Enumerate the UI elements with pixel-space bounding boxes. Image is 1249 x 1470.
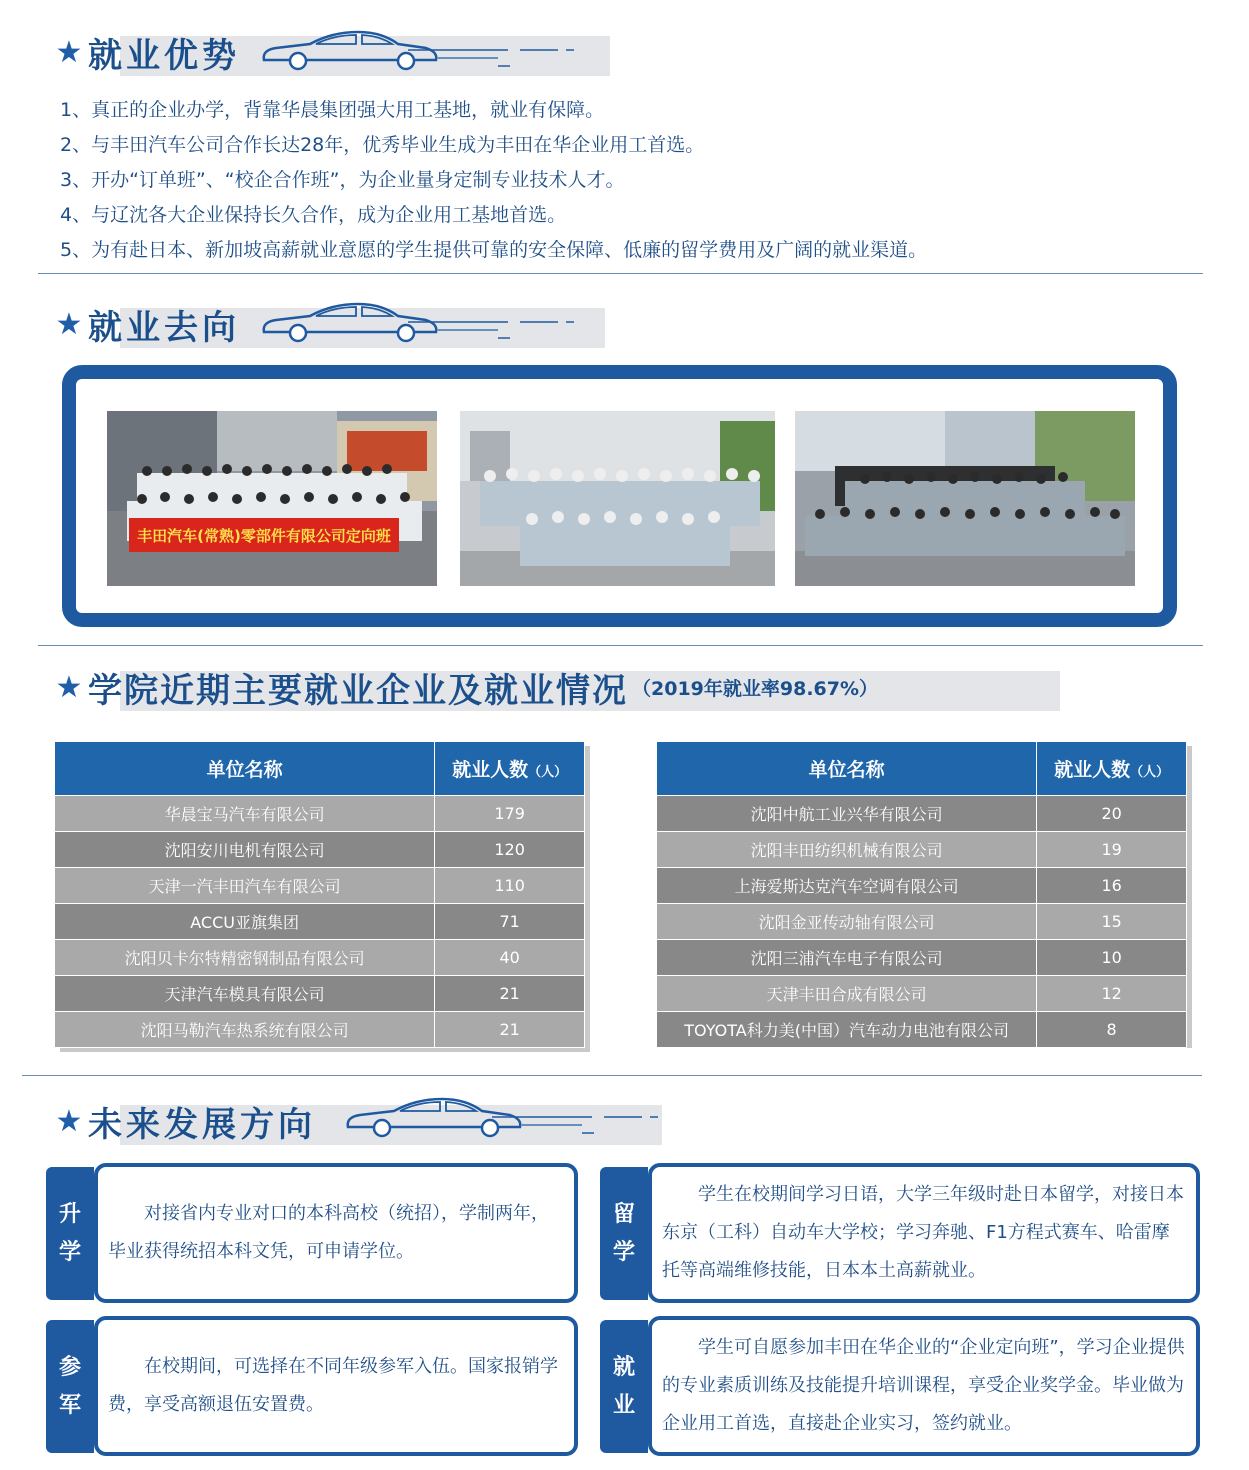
card-study (94, 1163, 578, 1303)
section-label: 未来发展方向 (88, 1104, 316, 1145)
table-row: 沈阳金亚传动轴有限公司 15 (657, 904, 1187, 940)
table-row: 天津丰田合成有限公司 12 (657, 976, 1187, 1012)
section-label: 就业优势 (88, 35, 240, 76)
table-row: 天津一汽丰田汽车有限公司 110 (55, 868, 585, 904)
tab-study: 升 学 (46, 1167, 94, 1300)
car-icon (258, 300, 578, 344)
table-row: 沈阳马勒汽车热系统有限公司 21 (55, 1012, 585, 1048)
card-army (94, 1316, 578, 1456)
list-item: 2、与丰田汽车公司合作长达28年，优秀毕业生成为丰田在华企业用工首选。 (60, 134, 705, 156)
star-icon: ★ (55, 34, 83, 70)
banner-text: 丰田汽车(常熟)零部件有限公司定向班 (137, 527, 391, 545)
star-icon: ★ (55, 1103, 83, 1139)
employer-table-right (656, 741, 1187, 1048)
divider (38, 273, 1203, 274)
column-header-count: 就业人数（人） (435, 742, 585, 796)
column-header-name: 单位名称 (55, 742, 435, 796)
group-photo-3 (795, 411, 1135, 586)
employment-rate-note: （2019年就业率98.67%） (632, 677, 879, 700)
column-header-count: 就业人数（人） (1037, 742, 1187, 796)
section-title-enterprises (50, 663, 1010, 711)
card-text: 对接省内专业对口的本科高校（统招），学制两年，毕业获得统招本科文凭，可申请学位。 (108, 1203, 549, 1262)
card-text: 学生可自愿参加丰田在华企业的“企业定向班”，学习企业提供的专业素质训练及技能提升培训课程，享受企业奖学金。毕业做为企业用工首选，直接赴企业实习，签约就业。 (662, 1337, 1185, 1434)
table-header-row (657, 742, 1187, 796)
table-row: TOYOTA科力美(中国）汽车动力电池有限公司 8 (657, 1012, 1187, 1048)
star-icon: ★ (55, 306, 83, 342)
advantage-list (60, 93, 1210, 268)
table-header-row (55, 742, 585, 796)
table-row: 天津汽车模具有限公司 21 (55, 976, 585, 1012)
card-text: 学生在校期间学习日语，大学三年级时赴日本留学，对接日本东京（工科）自动车大学校；学习奔驰、F1方程式赛车、哈雷摩托等高端维修技能，日本本土高薪就业。 (662, 1184, 1184, 1281)
section-label: 就业去向 (88, 307, 240, 348)
tab-abroad: 留 学 (600, 1167, 648, 1300)
table-row: 华晨宝马汽车有限公司 179 (55, 796, 585, 832)
employer-table-left (54, 741, 585, 1048)
card-job (648, 1316, 1200, 1456)
tab-job: 就 业 (600, 1320, 648, 1453)
tab-army: 参 军 (46, 1320, 94, 1453)
list-item: 3、开办“订单班”、“校企合作班”，为企业量身定制专业技术人才。 (60, 169, 625, 191)
list-item: 5、为有赴日本、新加坡高薪就业意愿的学生提供可靠的安全保障、低廉的留学费用及广阔的就业渠道。 (60, 239, 928, 261)
divider (22, 1075, 1202, 1076)
table-row: 沈阳安川电机有限公司 120 (55, 832, 585, 868)
table-row: 沈阳中航工业兴华有限公司 20 (657, 796, 1187, 832)
card-abroad (648, 1163, 1200, 1303)
list-item: 4、与辽沈各大企业保持长久合作，成为企业用工基地首选。 (60, 204, 567, 226)
column-header-name: 单位名称 (657, 742, 1037, 796)
table-row: 沈阳丰田纺织机械有限公司 19 (657, 832, 1187, 868)
list-item: 1、真正的企业办学，背靠华晨集团强大用工基地，就业有保障。 (60, 99, 605, 121)
divider (38, 645, 1203, 646)
section-label: 学院近期主要就业企业及就业情况 (88, 670, 628, 711)
table-row: ACCU亚旗集团 71 (55, 904, 585, 940)
group-photo-2 (460, 411, 775, 586)
card-text: 在校期间，可选择在不同年级参军入伍。国家报销学费，享受高额退伍安置费。 (108, 1356, 558, 1415)
table-row: 上海爱斯达克汽车空调有限公司 16 (657, 868, 1187, 904)
group-photo-1 (107, 411, 437, 586)
star-icon: ★ (55, 669, 83, 705)
table-row: 沈阳三浦汽车电子有限公司 10 (657, 940, 1187, 976)
car-icon (258, 28, 578, 72)
table-row: 沈阳贝卡尔特精密钢制品有限公司 40 (55, 940, 585, 976)
car-icon (342, 1095, 662, 1139)
